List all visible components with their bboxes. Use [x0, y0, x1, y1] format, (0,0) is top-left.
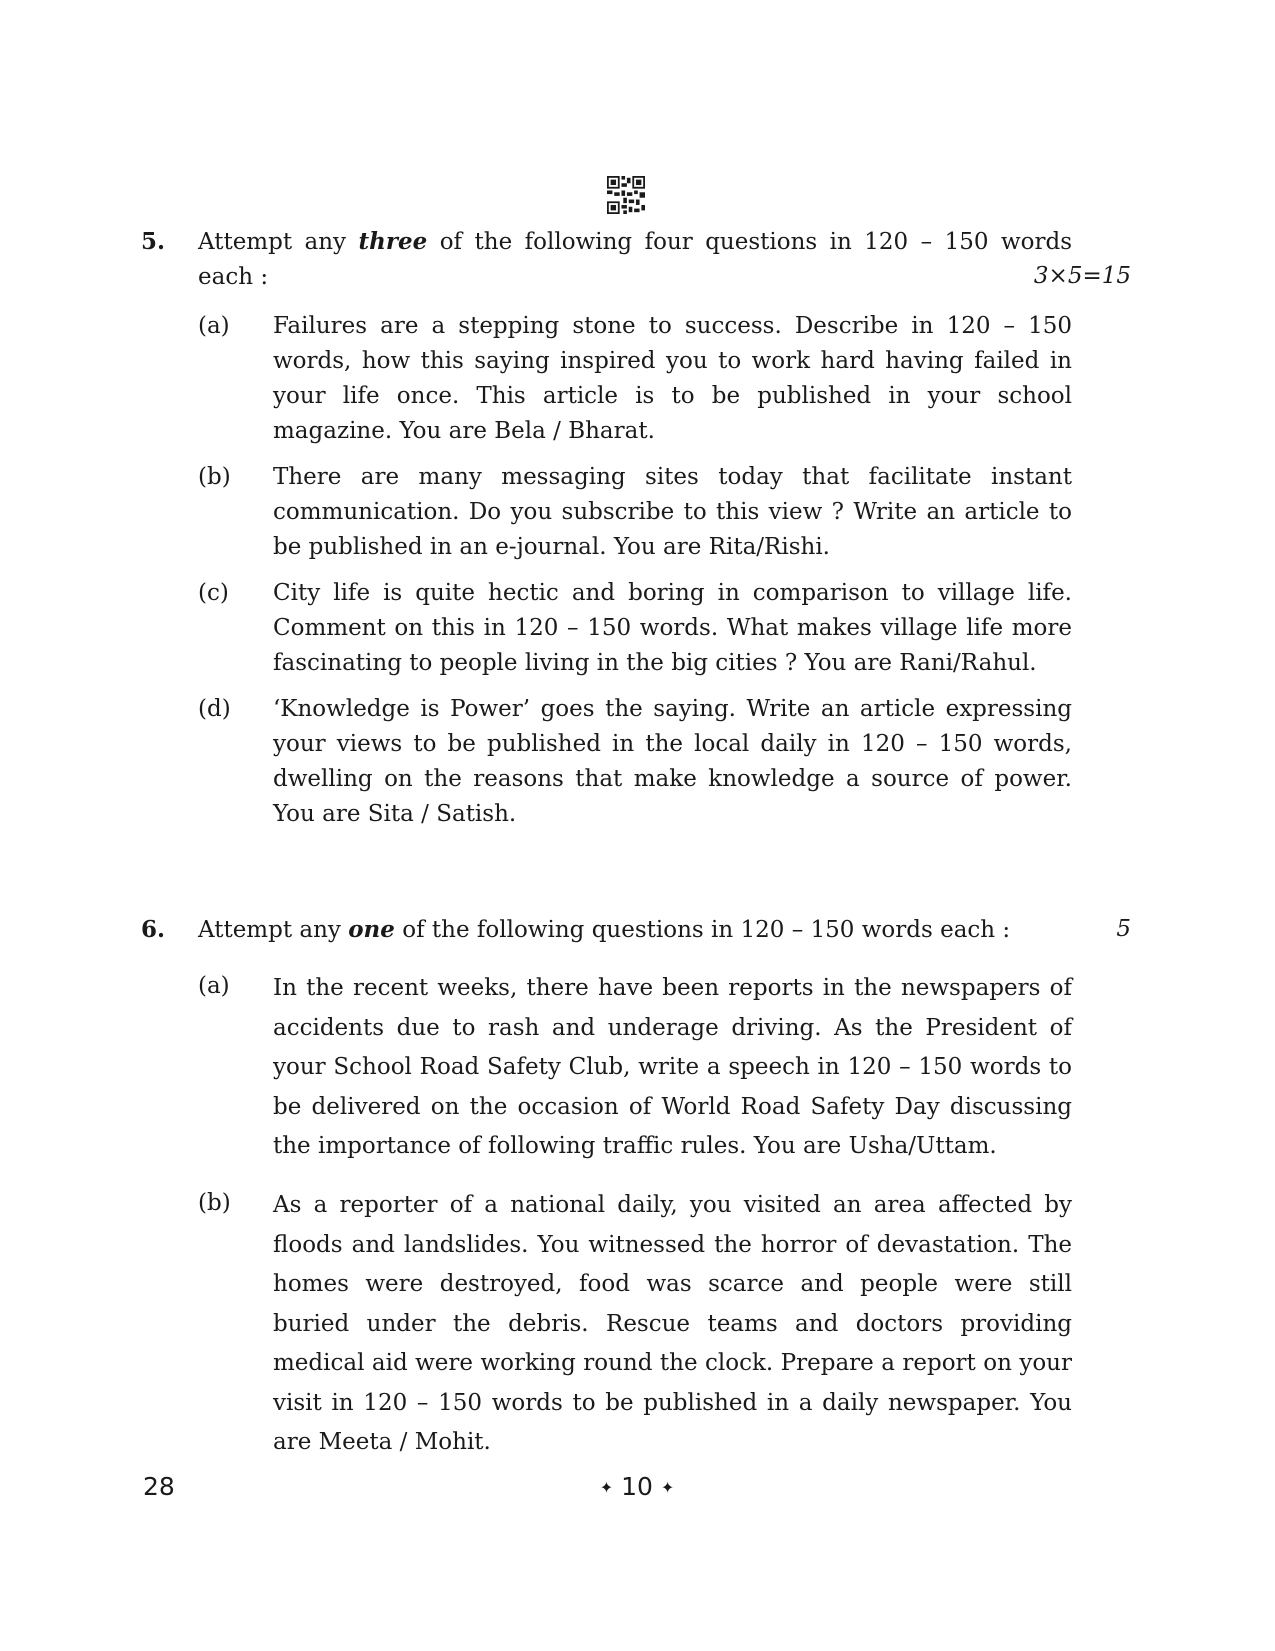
- part-text: Failures are a stepping stone to success. Describe in 120 – 150 words, how this saying inspired you to work hard having failed in your life once. This article is to be published in your school magazine. You are Bela / Bharat.: [273, 313, 1072, 444]
- qr-code-icon: [607, 176, 645, 214]
- question-stem: Attempt any three of the following four questions in 120 – 150 words each :: [198, 228, 1073, 290]
- part-text: As a reporter of a national daily, you visited an area affected by floods and landslides. You witnessed the horror of devastation. The homes were destroyed, food was scarce and people were still buried under the debris. Rescue teams and doctors providing medical aid were working round the clock. Prepare a report on your visit in 120 – 150 words to be published in a daily newspaper. You are Meeta / Mohit.: [273, 1192, 1072, 1455]
- question-6: [141, 912, 1131, 1472]
- part-text: In the recent weeks, there have been reports in the newspapers of accidents due to rash and underage driving. As the President of your School Road Safety Club, write a speech in 120 – 150 words to be delivered on the occasion of World Road Safety Day discussing the importance of following traffic rules. You are Usha/Uttam.: [273, 975, 1072, 1159]
- question-number: 6.: [141, 916, 166, 943]
- ornament-right-icon: ✦: [660, 1478, 675, 1497]
- question-5: [141, 224, 1131, 827]
- question-marks: 5: [1116, 916, 1131, 942]
- part-label: (a): [198, 313, 230, 339]
- part-label: (c): [198, 580, 229, 606]
- part-label: (a): [198, 973, 230, 999]
- question-number: 5.: [141, 228, 166, 255]
- page-number: [587, 1472, 687, 1503]
- paper-code: 28: [143, 1472, 175, 1501]
- part-text: City life is quite hectic and boring in comparison to village life. Comment on this in 120 – 150 words. What makes village life more fascinating to people living in the big cities ? You are Rani/Rahul.: [273, 580, 1072, 676]
- part-label: (d): [198, 696, 231, 722]
- page-number-value: 10: [621, 1472, 653, 1501]
- part-label: (b): [198, 1190, 231, 1216]
- question-stem: Attempt any one of the following questions in 120 – 150 words each :: [198, 916, 1011, 943]
- part-text: ‘Knowledge is Power’ goes the saying. Write an article expressing your views to be published in the local daily in 120 – 150 words, dwelling on the reasons that make knowledge a source of power. You are Sita / Satish.: [273, 696, 1072, 827]
- part-label: (b): [198, 464, 231, 490]
- question-marks: 3×5=15: [1033, 263, 1131, 289]
- part-text: There are many messaging sites today that facilitate instant communication. Do you subscribe to this view ? Write an article to be published in an e-journal. You are Rita/Rishi.: [273, 464, 1072, 560]
- ornament-left-icon: ✦: [599, 1478, 614, 1497]
